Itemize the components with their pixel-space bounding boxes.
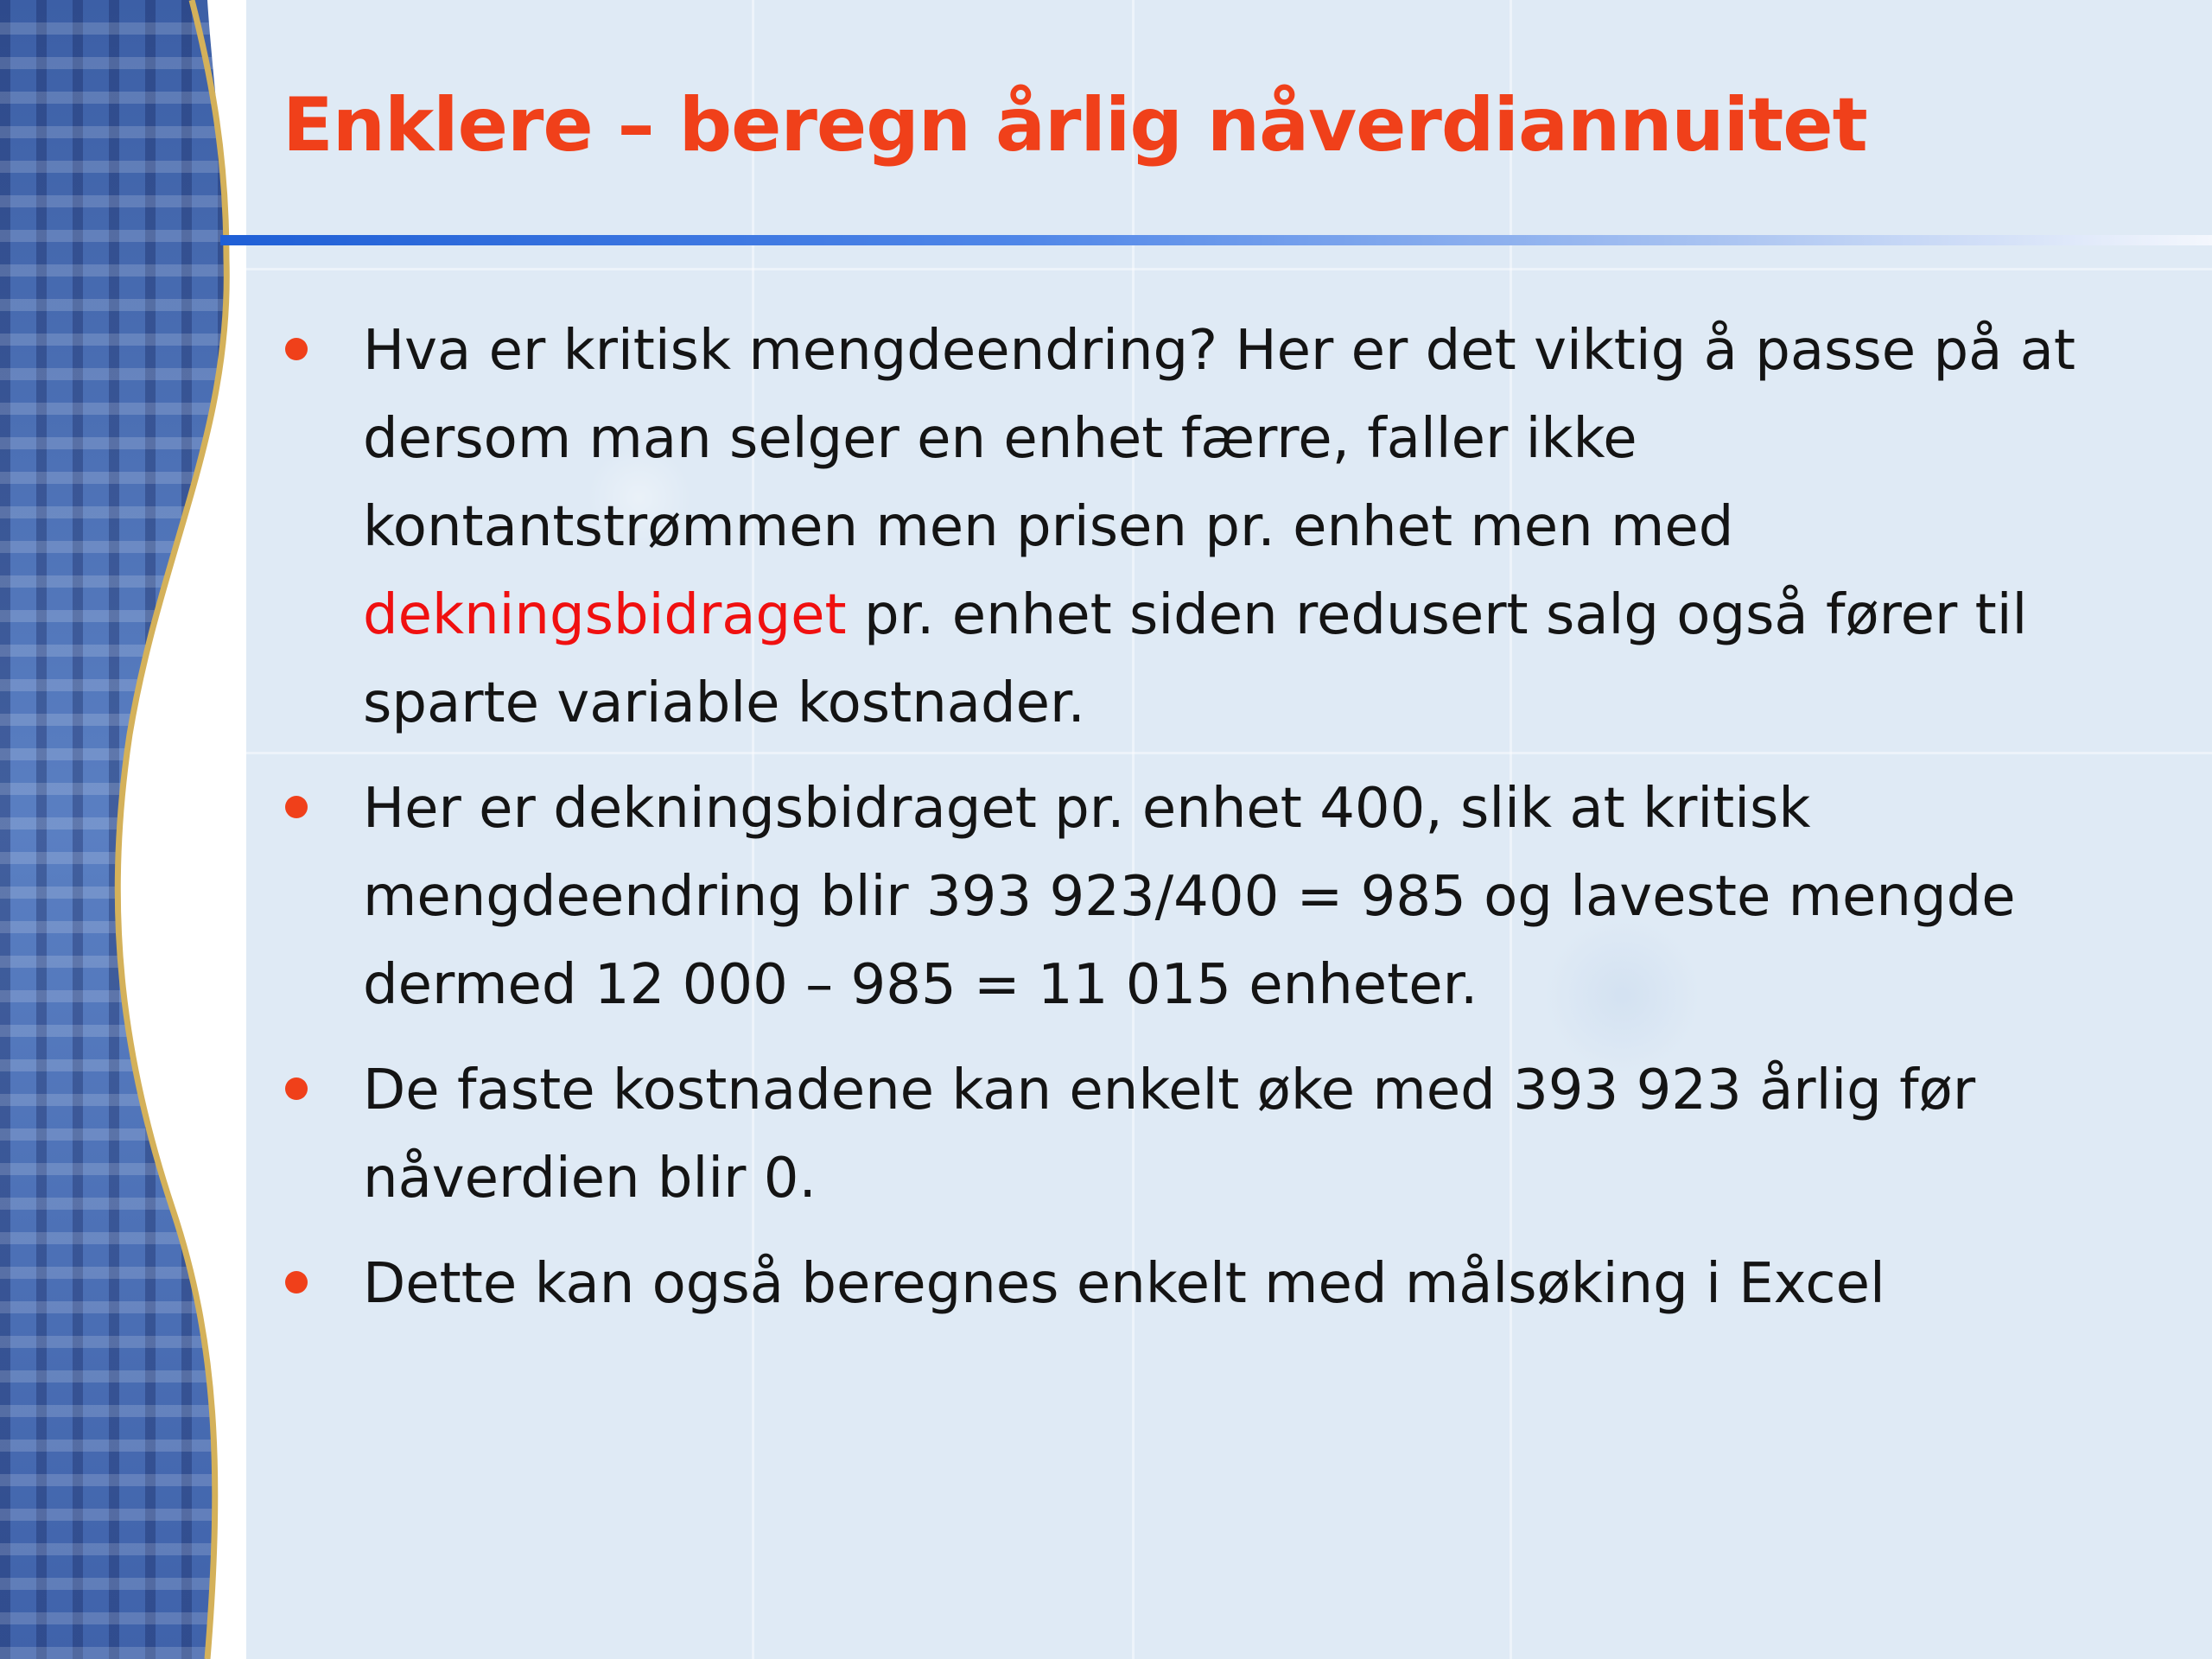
- bullet-item-4: [285, 1240, 2134, 1328]
- bullet-dot-icon: [285, 1271, 308, 1294]
- title-underline: [220, 235, 2212, 245]
- bullet-2-text: Her er dekningsbidraget pr. enhet 400, slik at kritisk mengdeendring blir 393 923/400 = 985 og laveste mengde dermed 12 000 – 985 = 11 015 enheter.: [363, 777, 2016, 1017]
- bullet-list: [285, 307, 2134, 1345]
- bullet-3-text: De faste kostnadene kan enkelt øke med 393 923 årlig før nåverdien blir 0.: [363, 1058, 1976, 1211]
- slide-title: Enklere – beregn årlig nåverdiannuitet: [283, 82, 1867, 168]
- bullet-dot-icon: [285, 1077, 308, 1100]
- bullet-dot-icon: [285, 338, 308, 360]
- bullet-1-text-before: Hva er kritisk mengdeendring? Her er det viktig å passe på at dersom man selger en enhet færre, faller ikke kontantstrømmen men prisen pr. enhet men med: [363, 319, 2075, 559]
- bullet-item-1: [285, 307, 2134, 747]
- bullet-item-3: [285, 1046, 2134, 1223]
- bullet-1-text-after: pr. enhet siden redusert salg også fører til sparte variable kostnader.: [363, 583, 2028, 735]
- bullet-dot-icon: [285, 796, 308, 818]
- bullet-1-highlight: dekningsbidraget: [363, 583, 847, 647]
- decorative-curve: [0, 0, 259, 1659]
- bullet-item-2: [285, 765, 2134, 1029]
- bullet-4-text: Dette kan også beregnes enkelt med målsøking i Excel: [363, 1252, 1885, 1316]
